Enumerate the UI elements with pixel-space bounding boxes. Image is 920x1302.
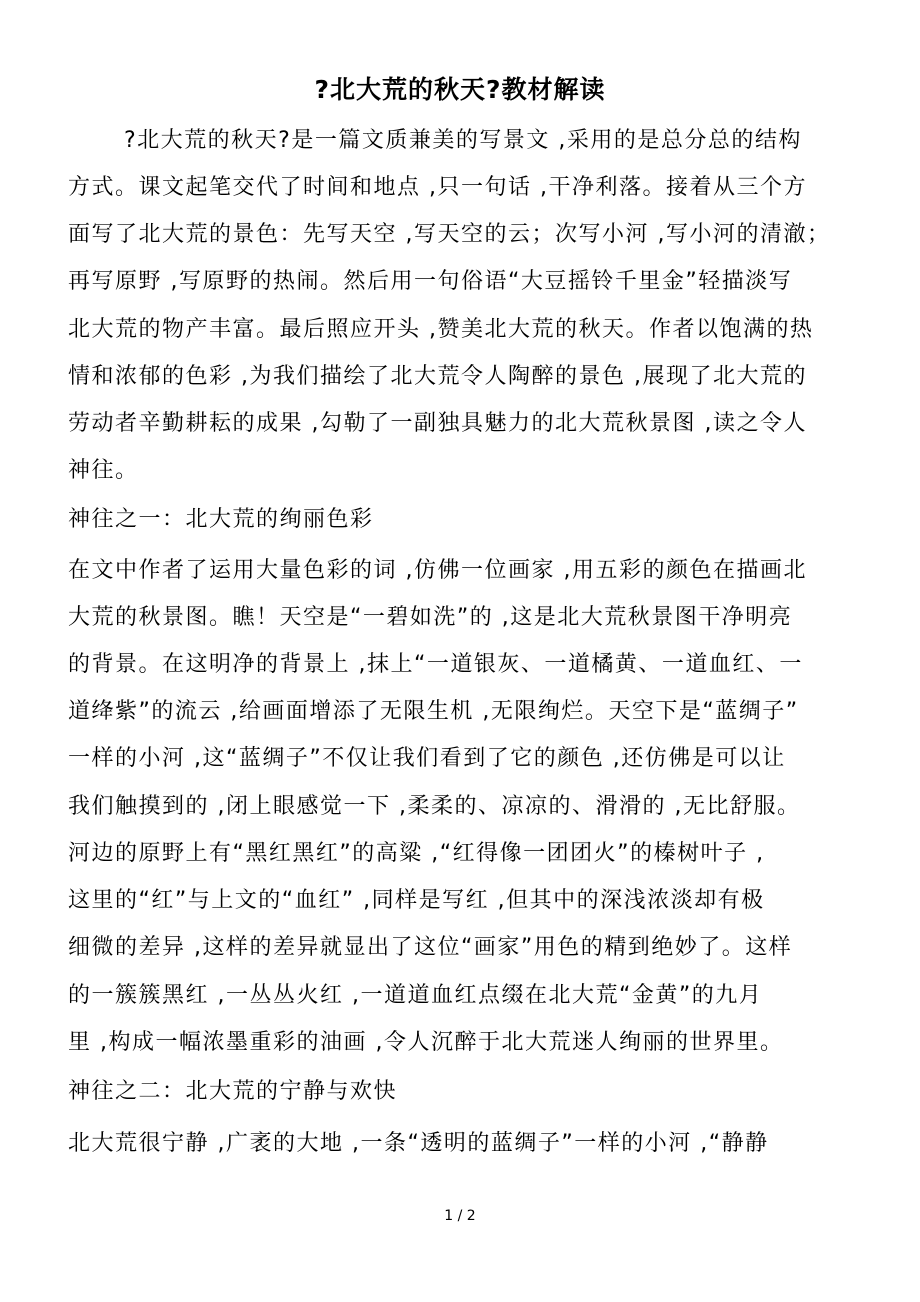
body-line: 细微的差异 ,这样的差异就显出了这位“画家”用色的精到绝妙了。这样 [68,935,793,960]
body-line: 的背景。在这明净的背景上 ,抹上“一道银灰、一道橘黄、一道血红、一 [68,652,803,677]
body-line: 的一簇簇黑红 ,一丛丛火红 ,一道道血红点缀在北大荒“金黄”的九月 [68,983,763,1008]
body-line: 劳动者辛勤耕耘的成果 ,勾勒了一副独具魅力的北大荒秋景图 ,读之令人 [68,411,807,436]
body-line: 这里的“红”与上文的“血红” ,同样是写红 ,但其中的深浅浓淡却有极 [68,888,765,913]
body-line: 河边的原野上有“黑红黑红”的高粱 ,“红得像一团团火”的榛树叶子 , [68,841,765,866]
body-line: 北大荒很宁静 ,广袤的大地 ,一条“透明的蓝绸子”一样的小河 ,“静静 [68,1131,769,1156]
body-line: 在文中作者了运用大量色彩的词 ,仿佛一位画家 ,用五彩的颜色在描画北 [68,558,807,583]
body-line: 再写原野 ,写原野的热闹。然后用一句俗语“大豆摇铃千里金”轻描淡写 [68,269,793,294]
section-heading: 神往之二：北大荒的宁静与欢快 [68,1079,398,1104]
body-line: 道绛紫”的流云 ,给画面增添了无限生机 ,无限绚烂。天空下是“蓝绸子” [68,699,799,724]
body-line: 我们触摸到的 ,闭上眼感觉一下 ,柔柔的、凉凉的、滑滑的 ,无比舒服。 [68,794,801,819]
body-line: 情和浓郁的色彩 ,为我们描绘了北大荒令人陶醉的景色 ,展现了北大荒的 [68,364,807,389]
body-line: ?北大荒的秋天?是一篇文质兼美的写景文 ,采用的是总分总的结构 [124,128,802,153]
body-line: 方式。课文起笔交代了时间和地点 ,只一句话 ,干净利落。接着从三个方 [68,175,807,200]
body-line: 面写了北大荒的景色：先写天空 ,写天空的云；次写小河 ,写小河的清澈； [68,222,831,247]
body-line: 神往。 [68,458,139,483]
page-number: 1 / 2 [444,1208,476,1224]
body-line: 一样的小河 ,这“蓝绸子”不仅让我们看到了它的颜色 ,还仿佛是可以让 [68,746,786,771]
body-line: 北大荒的物产丰富。最后照应开头 ,赞美北大荒的秋天。作者以饱满的热 [68,317,814,342]
body-line: 大荒的秋景图。瞧！天空是“一碧如洗”的 ,这是北大荒秋景图干净明亮 [68,605,793,630]
page-title: ?北大荒的秋天?教材解读 [314,75,606,104]
body-line: 里 ,构成一幅浓墨重彩的油画 ,令人沉醉于北大荒迷人绚丽的世界里。 [68,1030,784,1055]
section-heading: 神往之一：北大荒的绚丽色彩 [68,507,374,532]
